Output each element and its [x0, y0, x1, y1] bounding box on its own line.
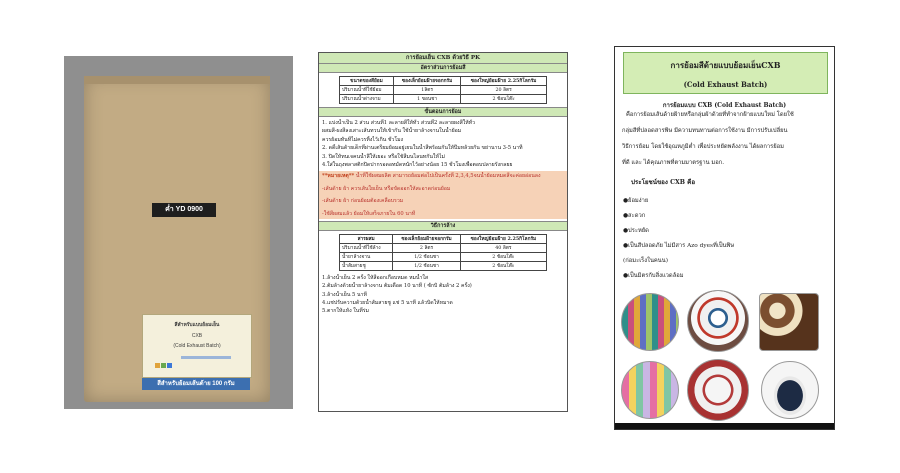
- wash-step-line: 5.ตากให้แห้ง ในที่ร่ม: [322, 308, 369, 315]
- tie-dye-shirt-photo: [687, 290, 749, 352]
- benefits-title: ประโยชน์ของ CXB คือ: [631, 179, 696, 186]
- ratio-header-cell: ซองเล็กย้อมฝ้ายจอกกรัม: [394, 77, 461, 86]
- brand-logo: [155, 353, 175, 361]
- wash-steps-list: [319, 274, 567, 316]
- ratio-table: [339, 76, 547, 104]
- wash-step-line: 1.ล้างน้ำเย็น 2 ครั้ง ให้สีออกเกือบหมด หมน้ำใส: [322, 274, 429, 281]
- info-paragraph-line: ที่ดี และ ได้คุณภาพที่ตามมาตรฐาน มอก.: [622, 160, 725, 166]
- table-row: [340, 86, 547, 95]
- table-cell: น้ำยาล้างจาน: [340, 252, 393, 261]
- bag-label: [142, 314, 252, 378]
- benefit-item: ●สะดวก: [623, 213, 646, 219]
- table-cell: 40 ลิตร: [460, 243, 546, 252]
- step-line: 2. ดดิ้เส้นด้ายเด็กที่ผ่านเตรียมย้อมอยู่เยนในน้ำสีพร้อมกันให้ปีมหล้วยกัน ขย่านาน 3-5 นาที: [322, 145, 523, 152]
- bag-code-sticker: ค่ำ YD 0900: [152, 203, 216, 217]
- dyed-tank-top-photo: [687, 359, 749, 421]
- ratio-heading: อัตราส่วนการย้อมสี: [319, 64, 567, 73]
- note-title: **หมายเหตุ**: [322, 173, 355, 180]
- info-paragraph-line: วิธีการย้อม โดยใช้อุณหภูมิต่ำ เพื่อประหยัดพลังงาน ได้ผลการย้อม: [622, 144, 784, 150]
- note-text: น้ำที่ใช้ผสมผลิต สามารถย้อมต่อไปเป็นครั้งที่ 2,3,4,5จนน้ำย้อมหมดสีจะค่อยอ่อนลง: [354, 173, 541, 180]
- tie-dye-fabric-photo: [759, 293, 819, 351]
- benefit-item: ●เป็นมิตรกับสิ่งแวดล้อม: [623, 273, 684, 279]
- wash-heading: วิธีการล้าง: [319, 221, 567, 231]
- benefit-item: ●ประหยัด: [623, 228, 649, 234]
- ratio-header-cell: ซองใหญ่ย้อมฝ้าย 2.25กิโลกรัม: [461, 77, 547, 86]
- note-line: -เส้นด้าย ผ้า ควรเส้นใยเย็น หรือขัดออกให้สะอาดก่อนย้อม: [322, 185, 451, 192]
- wash-table: [339, 234, 547, 271]
- info-paragraph-line: กลุ่มสีที่ปลอดสารพิษ มีความทนทานต่อการใช้งาน มีการปรับเปลี่ยน: [622, 128, 788, 134]
- benefit-item: ●เป็นสีปลอดภัย ไม่มีสาร Azo dyesที่เป็นพิษ: [623, 243, 735, 249]
- info-paragraph-line: คือการย้อมเส้นด้ายฝ้ายหรือกลุ่มผ้าด้วยที่ทำจากฝ้ายแบบใหม่ โดยใช้: [626, 112, 794, 118]
- table-cell: 2 ช้อนโต๊ะ: [461, 95, 547, 104]
- table-cell: 1 ขอนชา: [394, 95, 461, 104]
- steps-heading: ขั้นตอนการย้อม: [319, 107, 567, 117]
- note-line: -ใช้สีผสมแล้ว ย้อมให้เสร็จภายใน 60 นาที: [322, 210, 416, 217]
- info-subtitle: การย้อมแบบ CXB (Cold Exhaust Batch): [662, 102, 787, 109]
- bag-label-name: CXB: [191, 333, 203, 339]
- info-bottom-bar: [615, 423, 834, 429]
- kraft-bag: [84, 76, 270, 402]
- dye-bag-photo: [64, 56, 293, 409]
- ratio-header-cell: ขนาดของสีย้อม: [340, 77, 394, 86]
- table-cell: 1ลิตร: [394, 86, 461, 95]
- benefit-item: (ก่อมะเร็งในคนน): [623, 258, 668, 264]
- table-row: [340, 95, 547, 104]
- table-cell: น้ำส้มสายชู: [340, 261, 393, 270]
- note-line: -เส้นด้าย ผ้า ก่อนย้อมต้องเคลือบรวม: [322, 198, 404, 205]
- bag-fold: [84, 76, 270, 84]
- info-title-sub: (Cold Exhaust Batch): [683, 80, 768, 89]
- wash-step-line: 4.แช่ปรับความด้วยน้ำส้มสายชู แช่ 5 นาที แล้วบิดให้หมาด: [322, 300, 453, 307]
- note-box: [319, 171, 567, 219]
- table-cell: ปริมาณน้ำด่างจาม: [340, 95, 394, 104]
- steps-list: [319, 117, 567, 169]
- step-line: ควรย้อมทันทีไม่ควรทิ้งไว้เกิน ชั่วโมง: [322, 136, 404, 143]
- step-line: ผสมสี-ผงสีลงเสาะเส้นทวนให้เข้ากัน ใช้น้ำยาล้างจานในน้ำย้อม: [322, 128, 462, 135]
- logo-text-bar: [181, 356, 231, 359]
- bag-label-title: สีสำหรับแบบย้อมเย็น: [174, 322, 220, 328]
- table-cell: ปริมาณน้ำที่ใช้ล้าง: [340, 243, 393, 252]
- note-heading-line: [319, 172, 567, 180]
- step-line: 3. ปิดให้ทนเจคนน้ำลึให้เยอะ หรือใช้สีมนไลนทกันให้ไม่: [322, 153, 445, 160]
- wash-header-cell: ซองเล็กย้อมฝ้ายจอกกรัม: [393, 234, 461, 243]
- table-cell: 2 ลิตร: [393, 243, 461, 252]
- table-cell: 1/2 ช้อนชา: [393, 261, 461, 270]
- table-cell: ปริมาณน้ำที่ใช้ย้อม: [340, 86, 394, 95]
- wash-step-line: 3.ล้างน้ำเย็น 5 นาที: [322, 291, 367, 298]
- sheet-title: การย้อมเย็น CXB ด้วยวิธี PK: [319, 53, 567, 64]
- colored-yarn-photo: [621, 361, 679, 419]
- wash-header-cell: ซองใหญ่ย้อมฝ้าย 2.25กิโลกรัม: [460, 234, 546, 243]
- bag-label-sub: (Cold Exhaust Batch): [173, 343, 221, 349]
- table-cell: 2 ช้อนโต๊ะ: [460, 252, 546, 261]
- wash-step-line: 2.ต้มล้างด้วยน้ำยาล้างจาน ต้มเดือด 10 นาที ( ซักบิ ต้มล้าง 2 ครั้ง): [322, 283, 472, 290]
- benefit-item: ●ย้อมง่าย: [623, 198, 649, 204]
- instruction-sheet: [318, 52, 568, 412]
- wash-header-cell: สารผสม: [340, 234, 393, 243]
- step-line: 4.ใส่ในถุงพลาสติกปิดปากรอดอทมัดหนักไว้อย่างน้อย 15 ชั่วโมงเพื่อตอบปลายรังกลยย: [322, 161, 513, 168]
- table-row: [340, 261, 547, 270]
- info-sheet: [614, 46, 835, 430]
- yarn-skeins-photo: [621, 293, 679, 351]
- table-cell: 2 ช้อนโต๊ะ: [460, 261, 546, 270]
- step-line: 1. แบ่งน้ำเป็น 2 ส่วน ส่วนที่1 ละลายสีให้ทั่ว ส่วนที่2 ละลายผงสีให้ทั่ว: [322, 120, 476, 126]
- info-title: การย้อมสีด้ายแบบย้อมเย็นCXB: [670, 60, 781, 70]
- table-cell: 20 ลิตร: [461, 86, 547, 95]
- table-cell: 1/2 ช้อนชา: [393, 252, 461, 261]
- bag-weight-strip: สีสำหรับย้อมเส้นด้าย 100 กรัม: [142, 378, 250, 390]
- info-title-box: [623, 52, 828, 94]
- table-row: [340, 243, 547, 252]
- dyed-sneakers-photo: [761, 361, 819, 419]
- table-row: [340, 252, 547, 261]
